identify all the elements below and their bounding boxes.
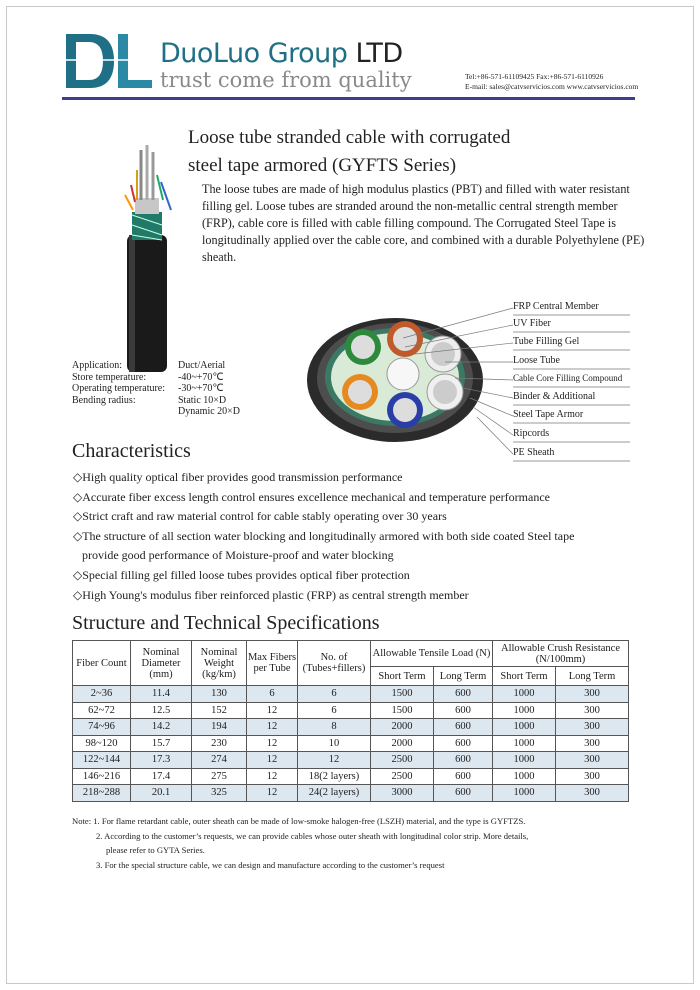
table-row	[73, 702, 629, 719]
table-cell: 122~144	[73, 752, 131, 769]
table-cell: 1000	[493, 785, 556, 802]
product-title: Loose tube stranded cable with corrugated steel tape armored (GYFTS Series)	[188, 127, 511, 176]
header-rule	[62, 97, 635, 100]
label-frp-central-member: FRP Central Member	[513, 301, 599, 312]
table-cell: 2000	[371, 719, 434, 736]
header-max-fibers: Max Fibers per Tube	[247, 641, 298, 686]
contact-info: Tel:+86-571-61109425 Fax:+86-571-6110926 E-mail: sales@catvservicios.com www.catvservicios.com	[465, 72, 639, 91]
table-row	[73, 719, 629, 736]
table-cell: 152	[192, 702, 247, 719]
table-cell: 74~96	[73, 719, 131, 736]
table-cell: 600	[434, 719, 493, 736]
header-tubes: No. of (Tubes+fillers)	[298, 641, 371, 686]
table-cell: 98~120	[73, 735, 131, 752]
label-pe-sheath: PE Sheath	[513, 447, 555, 458]
table-cell: 2000	[371, 735, 434, 752]
label-binder: Binder & Additional	[513, 391, 596, 402]
table-body	[73, 686, 629, 802]
table-cell: 6	[298, 702, 371, 719]
table-cell: 18(2 layers)	[298, 768, 371, 785]
notes	[72, 814, 692, 872]
table-cell: 12	[247, 735, 298, 752]
table-cell: 10	[298, 735, 371, 752]
list-item: ◇The structure of all section water blocking and longitudinally armored with both side coated Steel tape	[73, 528, 575, 543]
header-tensile-short: Short Term	[371, 667, 434, 686]
table-cell: 2~36	[73, 686, 131, 703]
list-item: ◇Special filling gel filled loose tubes provides optical fiber protection	[73, 567, 410, 582]
list-item: ◇High quality optical fiber provides good transmission performance	[73, 470, 403, 484]
table-cell: 1000	[493, 735, 556, 752]
header-crush: Allowable Crush Resistance (N/100mm)	[493, 641, 629, 667]
table-cell: 6	[247, 686, 298, 703]
header-crush-short: Short Term	[493, 667, 556, 686]
table-cell: 230	[192, 735, 247, 752]
table-cell: 12	[247, 785, 298, 802]
label-uv-fiber: UV Fiber	[513, 318, 551, 329]
table-cell: 1500	[371, 702, 434, 719]
table-cell: 11.4	[131, 686, 192, 703]
company-name: DuoLuo Group LTD	[160, 38, 403, 69]
label-steel-tape-armor: Steel Tape Armor	[513, 409, 584, 420]
table-cell: 8	[298, 719, 371, 736]
list-item: provide good performance of Moisture-proof and water blocking	[82, 548, 394, 563]
table-cell: 12	[247, 719, 298, 736]
note-line: 3. For the special structure cable, we can design and manufacture according to the customer’s request	[96, 859, 445, 870]
table-cell: 24(2 layers)	[298, 785, 371, 802]
table-cell: 2500	[371, 768, 434, 785]
label-loose-tube: Loose Tube	[513, 355, 560, 366]
page: DuoLuo Group LTD trust come from quality Tel:+86-571-61109425 Fax:+86-571-6110926 E-mail: sales@catvservicios.com www.catvservicios.com Loose tube stranded cable with corrugated steel tape armored (GYFTS Series) The loose tubes are made of high modulus plastics (PBT) and filled with water resistant filling gel. Loose tubes are stranded around the non-metallic central strength member (FRP), cable core is filled with cable filling compound. The Corrugated Steel Tape is longitudinally applied over the cable core, and combined with a durable Polyethylene (PE) sheath. Application: Duct/Aerial Store temperature: -40~+70℃ Operating temperature: -30~+70℃ Bending radius: Static 10×D Dynamic 20×D FRP Central Member UV Fiber Tube Filling Gel Loose Tube Cable Core Filling Compound Binder & Additional Steel Tape Armor Ripcords PE Sheath Characteristics ◇High quality optical fiber provides good transmission performance ◇Accurate fiber excess length control ensures excellence mechanical and temperature performance ◇Strict craft and raw material control for cable stably operating over 30 years ◇The structure of all section water blocking and longitudinally armored with both side coated Steel tape provide good performance of Moisture-proof and water blocking ◇Special filling gel filled loose tubes provides optical fiber protection ◇High Young's modulus fiber reinforced plastic (FRP) as central strength member Structure and Technical Specifications Fiber Count Nominal Diameter (mm) Nominal Weight (kg/km) Max Fibers per Tube No. of (Tubes+fillers) Allowable Tensile Load (N) Allowable Crush Resistance (N/100mm) Short Term Long Term Short Term Long Term 2~36 11.4 130 6 6 1500 600 1000 300 62~72 12.5 152 12 6 1500 600 1000 300 74~96 14.2 194 12 8 2000 600 1000 300 98~120 15.7 230 12 10 2000 600 1000 300 122~144 17.3 274 12 12 2500 600 1000 300 146~216 17.4 275 12 18(2 layers) 2500 600 1000 300 218~288 20.1 325 12 24(2 layers) 3000 600 1000 300 Note: 1. For flame retardant cable, outer sheath can be made of low-smoke halogen-free (LSZH) material, and the type is GYFTZS. 2. According to the customer’s requests, we can provide cables whose outer sheath with longitudinal color strip. More details, please refer to GYTA Series. 3. For the special structure cable, we can design and manufacture according to the customer’s request	[0, 0, 700, 990]
cable-illustration	[115, 140, 185, 372]
table-row	[73, 735, 629, 752]
table-cell: 300	[556, 752, 629, 769]
table-row	[73, 768, 629, 785]
table-cell: 12	[247, 768, 298, 785]
table-cell: 15.7	[131, 735, 192, 752]
table-cell: 300	[556, 719, 629, 736]
table-cell: 130	[192, 686, 247, 703]
table-cell: 600	[434, 735, 493, 752]
table-cell: 600	[434, 702, 493, 719]
table-cell: 1000	[493, 702, 556, 719]
list-item: ◇High Young's modulus fiber reinforced plastic (FRP) as central strength member	[73, 587, 469, 602]
table-header-row	[73, 641, 629, 667]
table-cell: 12.5	[131, 702, 192, 719]
table-cell: 600	[434, 752, 493, 769]
header-diameter: Nominal Diameter (mm)	[131, 641, 192, 686]
table-cell: 325	[192, 785, 247, 802]
table-cell: 14.2	[131, 719, 192, 736]
table-row	[73, 785, 629, 802]
table-cell: 300	[556, 702, 629, 719]
characteristics-list	[73, 468, 693, 605]
table-cell: 3000	[371, 785, 434, 802]
table-cell: 12	[298, 752, 371, 769]
product-description: The loose tubes are made of high modulus plastics (PBT) and filled with water resistant filling gel. Loose tubes are stranded around the non-metallic central strength member (FRP), cable core is filled with cable filling compound. The Corrugated Steel Tape is longitudinally applied over the cable core, and combined with a durable Polyethylene (PE) sheath.	[202, 182, 645, 264]
label-cable-core-filling: Cable Core Filling Compound	[513, 373, 623, 383]
header-weight: Nominal Weight (kg/km)	[192, 641, 247, 686]
table-cell: 300	[556, 768, 629, 785]
table-cell: 62~72	[73, 702, 131, 719]
company-tagline: trust come from quality	[160, 68, 412, 92]
table-cell: 600	[434, 768, 493, 785]
table-cell: 600	[434, 686, 493, 703]
table-cell: 1000	[493, 752, 556, 769]
table-cell: 300	[556, 686, 629, 703]
table-cell: 12	[247, 702, 298, 719]
table-cell: 1000	[493, 719, 556, 736]
table-cell: 17.3	[131, 752, 192, 769]
table-cell: 12	[247, 752, 298, 769]
table-cell: 194	[192, 719, 247, 736]
label-ripcords: Ripcords	[513, 428, 550, 439]
table-cell: 300	[556, 785, 629, 802]
label-tube-filling-gel: Tube Filling Gel	[513, 336, 580, 347]
table-cell: 600	[434, 785, 493, 802]
table-cell: 20.1	[131, 785, 192, 802]
header-fiber-count: Fiber Count	[73, 641, 131, 686]
table-cell: 218~288	[73, 785, 131, 802]
specifications-table	[72, 640, 629, 802]
table-cell: 2500	[371, 752, 434, 769]
table-cell: 1500	[371, 686, 434, 703]
header-tensile: Allowable Tensile Load (N)	[371, 641, 493, 667]
table-cell: 17.4	[131, 768, 192, 785]
characteristics-heading: Characteristics	[72, 440, 191, 462]
table-cell: 274	[192, 752, 247, 769]
list-item: ◇Strict craft and raw material control for cable stably operating over 30 years	[73, 509, 447, 524]
table-cell: 300	[556, 735, 629, 752]
table-cell: 275	[192, 768, 247, 785]
header-crush-long: Long Term	[556, 667, 629, 686]
table-cell: 146~216	[73, 768, 131, 785]
table-row	[73, 752, 629, 769]
note-line: please refer to GYTA Series.	[106, 845, 205, 855]
list-item: ◇Accurate fiber excess length control ensures excellence mechanical and temperature performance	[73, 489, 550, 504]
header-tensile-long: Long Term	[434, 667, 493, 686]
note-line: 2. According to the customer’s requests, we can provide cables whose outer sheath with longitudinal color strip. More details,	[96, 830, 529, 841]
specifications-heading: Structure and Technical Specifications	[72, 612, 380, 634]
note-line: Note: 1. For flame retardant cable, outer sheath can be made of low-smoke halogen-free (LSZH) material, and the type is GYFTZS.	[72, 816, 526, 826]
table-cell: 6	[298, 686, 371, 703]
table-cell: 1000	[493, 686, 556, 703]
duoluo-logo	[62, 30, 154, 92]
table-row	[73, 686, 629, 703]
table-cell: 1000	[493, 768, 556, 785]
